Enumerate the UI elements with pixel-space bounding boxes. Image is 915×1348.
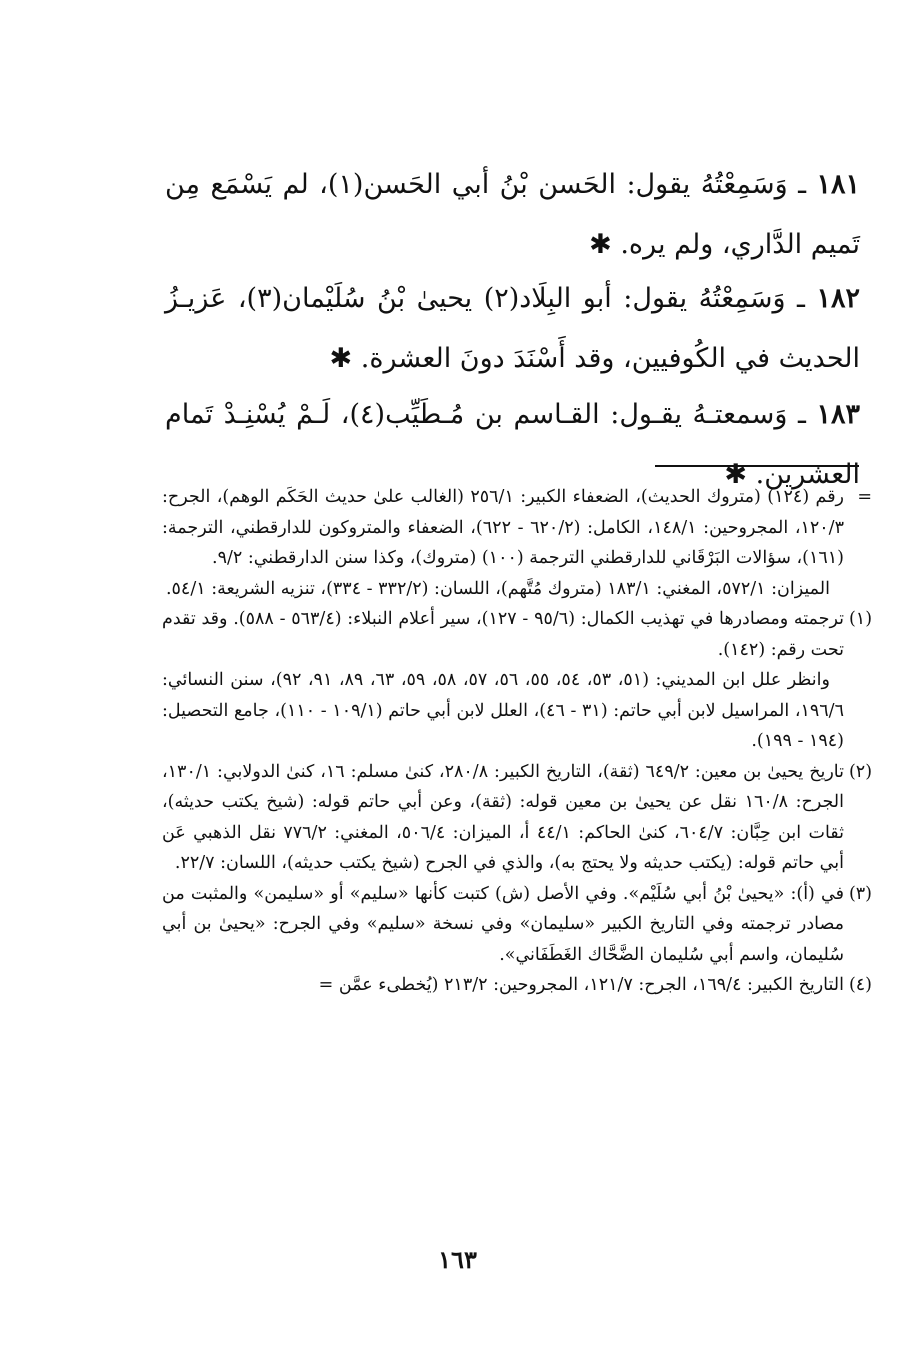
entry-number: ١٨٣ [816, 399, 860, 430]
footnote-3 [162, 879, 872, 971]
footnote-paragraph [162, 574, 872, 605]
footnote-text: في (أ): «يحيىٰ بْنُ أبي سُلَيْم». وفي الأصل (ش) كتبت كأنها «سليم» أو «سليمن» والمثبت من مصادر ترجمته وفي التاريخ الكبير «سليمان» وفي نسخة «سليم» وفي الجرح: «يحيىٰ بن أبي سُليمان، واسم أبي سُليمان الضَّحَّاك الغَطَفَاني». [162, 883, 844, 965]
footnote-text: تاريخ يحيىٰ بن معين: ٦٤٩/٢ (ثقة)، التاريخ الكبير: ٢٨٠/٨، كنىٰ مسلم: ١٦، كنىٰ الدولابي: ١٣٠/١، الجرح: ١٦٠/٨ نقل عن يحيىٰ بن معين قوله: (ثقة)، وعن أبي حاتم قوله: (شيخ يكتب حديثه)، ثقات ابن حِبَّان: ٦٠٤/٧، كنىٰ الحاكم: ٤٤/١ أ، الميزان: ٥٠٦/٤، المغني: ٧٧٦/٢ نقل الذهبي عَن أبي حاتم قوله: (يكتب حديثه ولا يحتج به)، والذي في الجرح (شيخ يكتب حديثه)، اللسان: ٢٢/٧. [162, 761, 845, 873]
entry-number: ١٨١ [816, 169, 860, 200]
footnote-marker: = [857, 487, 873, 507]
footnote-text: رقم (١٢٤) (متروك الحديث)، الضعفاء الكبير: ٢٥٦/١ (الغالب علىٰ حديث الحَكَم الوهم)، الجرح: ١٢٠/٣، المجروحين: ١٤٨/١، الكامل: (٦٢٠/٢ - ٦٢٢)، الضعفاء والمتروكون للدارقطني، الترجمة: (١٦١)، سؤالات البَرْقَاني للدارقطني الترجمة (١٠٠) (متروك)، وكذا سنن الدارقطني: ٩/٢. [162, 487, 845, 568]
footnote-marker: (٤) [848, 975, 872, 995]
footnote-marker: (٣) [848, 883, 872, 904]
entry-text: ـ وَسَمِعْتُهُ يقول: الحَسن بْنُ أبي الحَسن(١)، لم يَسْمَع مِن تَميم الدَّاري، ولم يره. ✱ [165, 169, 860, 260]
page-number: ١٦٣ [438, 1245, 477, 1274]
footnote-4 [162, 970, 872, 1001]
entry-text: ـ وَسَمِعْتُهُ يقول: أبو البِلَاد(٢) يحيىٰ بْنُ سُلَيْمان(٣)، عَزيـزُ الحديث في الكُوفيين، وقد أَسْنَدَ دونَ العشرة. ✱ [165, 283, 860, 374]
footnote-1 [162, 604, 872, 665]
footnote-text: وانظر علل ابن المديني: (٥١، ٥٣، ٥٤، ٥٥، ٥٦، ٥٧، ٥٨، ٥٩، ٦٣، ٨٩، ٩١، ٩٢)، سنن النسائي: ١٩٦/٦، المراسيل لابن أبي حاتم: (٣١ - ٤٦)، العلل لابن أبي حاتم (١٠٩/١ - ١١٠)، جامع التحصيل: (١٩٤ - ١٩٩). [162, 670, 844, 751]
footnote-marker: (٢) [848, 761, 873, 782]
entry-number: ١٨٢ [816, 283, 860, 314]
entry-181 [165, 155, 860, 275]
footnote-continuation [162, 482, 872, 574]
footnote-paragraph [162, 665, 872, 757]
entry-text: ـ وَسمعتـهُ يقـول: القـاسم بن مُـطَيِّب(٤)، لَـمْ يُسْنِـدْ تَمام العشرين. ✱ [165, 399, 860, 490]
footnote-marker: (١) [848, 609, 873, 629]
entry-182 [165, 269, 860, 389]
footnote-text: التاريخ الكبير: ١٦٩/٤، الجرح: ١٢١/٧، المجروحين: ٢١٣/٢ (يُخطىء عمَّن = [318, 975, 844, 995]
footnote-text: الميزان: ٥٧٢/١، المغني: ١٨٣/١ (متروك مُتَّهم)، اللسان: (٣٣٢/٢ - ٣٣٤)، تنزيه الشريعة: ٥٤/١. [165, 578, 830, 599]
footnote-separator [655, 465, 859, 467]
footnote-2 [162, 757, 872, 879]
footnotes [162, 482, 872, 1001]
footnote-text: ترجمته ومصادرها في تهذيب الكمال: (٩٥/٦ - ١٢٧)، سير أعلام النبلاء: (٥٦٣/٤ - ٥٨٨). وقد تقدم تحت رقم: (١٤٢). [162, 609, 845, 660]
